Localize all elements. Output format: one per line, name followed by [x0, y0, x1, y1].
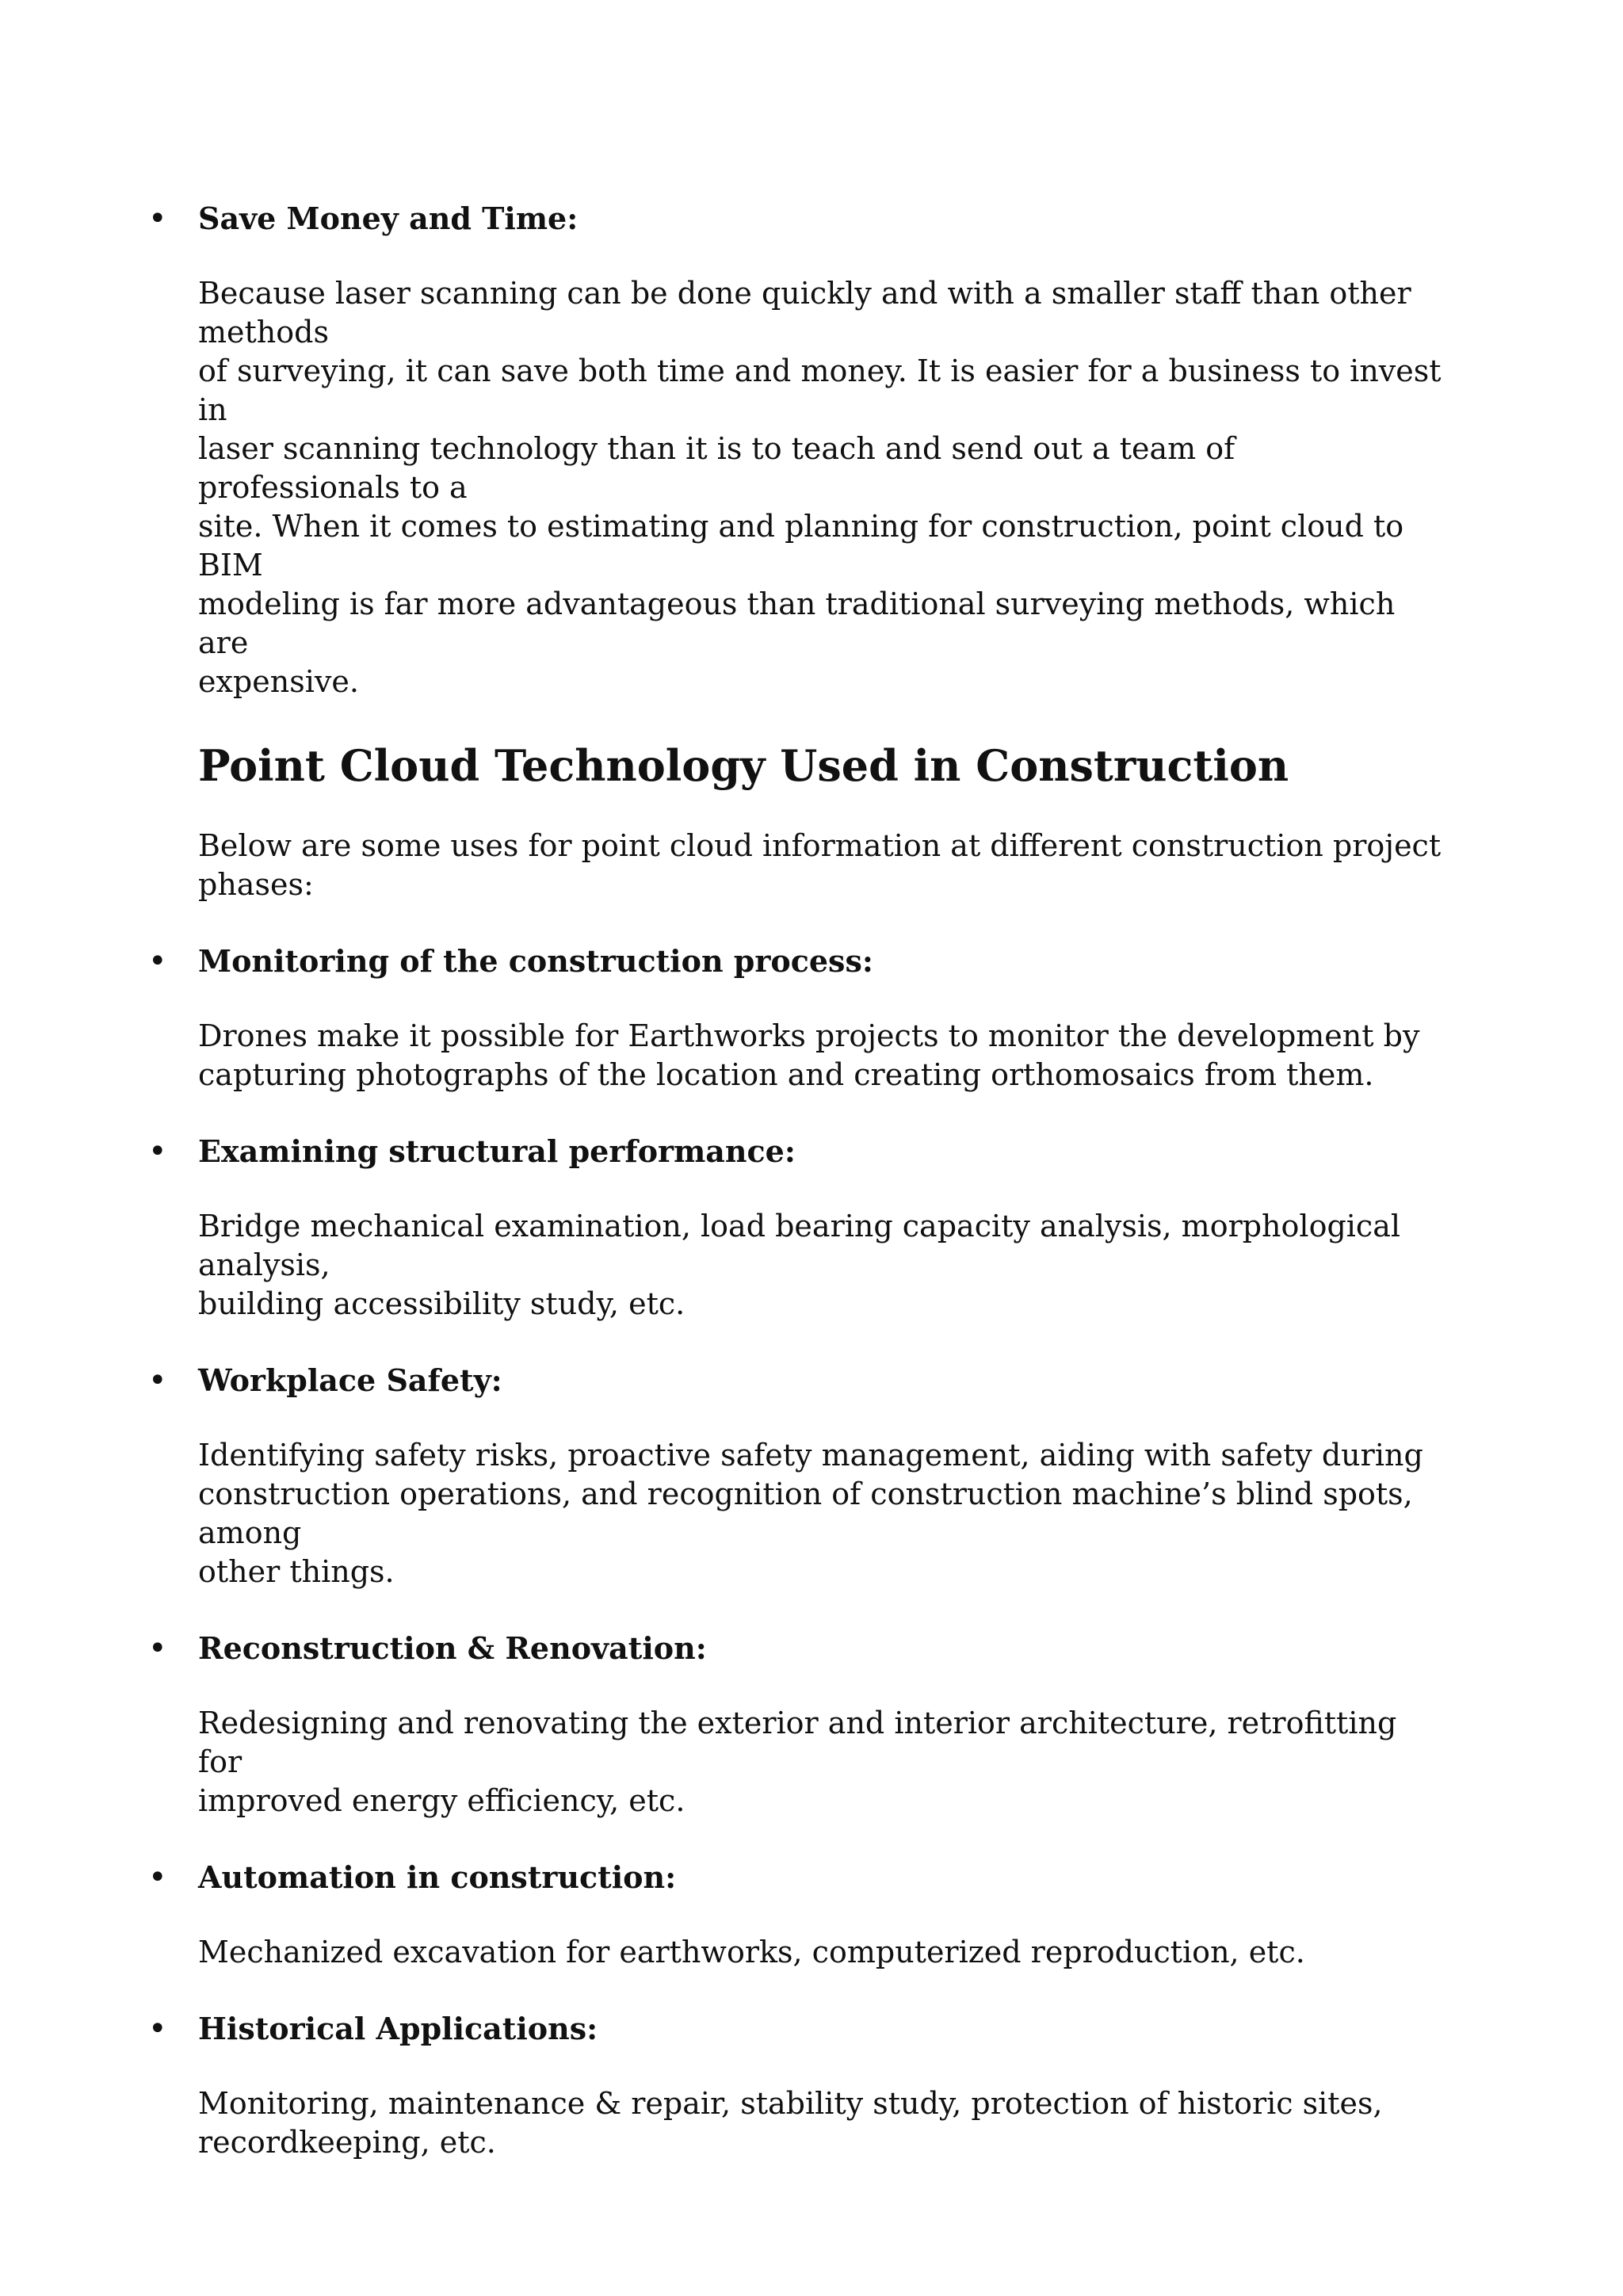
paragraph-renovation — [198, 1704, 1442, 1820]
para-line: other things. — [198, 1554, 395, 1589]
bullet-safety — [148, 1357, 1442, 1404]
para-line: improved energy efficiency, etc. — [198, 1783, 685, 1818]
paragraph-monitoring — [198, 1017, 1442, 1095]
para-line: construction operations, and recognition of construction machine’s blind spots, among — [198, 1477, 1413, 1550]
para-line: building accessibility study, etc. — [198, 1286, 685, 1321]
bullet-structural — [148, 1128, 1442, 1175]
para-line: expensive. — [198, 664, 359, 699]
para-line: Identifying safety risks, proactive safety management, aiding with safety during — [198, 1438, 1423, 1473]
paragraph-automation — [198, 1933, 1442, 1972]
bullet-dot: • — [148, 1630, 167, 1667]
section-heading: Point Cloud Technology Used in Construction — [198, 740, 1289, 791]
bullet-title-historical: Historical Applications: — [198, 2011, 598, 2046]
bullet-monitoring — [148, 938, 1442, 985]
para-line: phases: — [198, 867, 314, 902]
bullet-automation — [148, 1854, 1442, 1901]
para-line: site. When it comes to estimating and planning for construction, point cloud to BIM — [198, 509, 1404, 583]
bullet-title-monitoring: Monitoring of the construction process: — [198, 943, 873, 979]
paragraph-save-money — [198, 274, 1442, 701]
para-line: Because laser scanning can be done quickly and with a smaller staff than other methods — [198, 276, 1411, 350]
para-line: Mechanized excavation for earthworks, computerized reproduction, etc. — [198, 1935, 1305, 1969]
bullet-dot: • — [148, 1859, 167, 1896]
para-line: Below are some uses for point cloud information at different construction project — [198, 828, 1442, 863]
bullet-title-save-money: Save Money and Time: — [198, 201, 579, 236]
para-line: Drones make it possible for Earthworks projects to monitor the development by — [198, 1018, 1420, 1053]
para-line: capturing photographs of the location and creating orthomosaics from them. — [198, 1057, 1374, 1092]
para-line: Redesigning and renovating the exterior and interior architecture, retrofitting for — [198, 1706, 1397, 1779]
para-line: modeling is far more advantageous than traditional surveying methods, which are — [198, 586, 1396, 660]
para-line: of surveying, it can save both time and money. It is easier for a business to invest in — [198, 353, 1442, 427]
para-line: recordkeeping, etc. — [198, 2125, 496, 2160]
bullet-dot: • — [148, 1133, 167, 1170]
bullet-dot: • — [148, 201, 167, 237]
bullet-renovation — [148, 1625, 1442, 1672]
para-line: Monitoring, maintenance & repair, stability study, protection of historic sites, — [198, 2086, 1383, 2121]
paragraph-historical — [198, 2084, 1442, 2162]
document-content — [148, 195, 1442, 2162]
bullet-dot: • — [148, 2011, 167, 2047]
paragraph-safety — [198, 1436, 1442, 1591]
bullet-save-money — [148, 195, 1442, 243]
bullet-dot: • — [148, 1362, 167, 1399]
bullet-title-renovation: Reconstruction & Renovation: — [198, 1630, 707, 1666]
bullet-historical — [148, 2005, 1442, 2053]
bullet-title-automation: Automation in construction: — [198, 1859, 677, 1895]
bullet-title-structural: Examining structural performance: — [198, 1133, 796, 1169]
paragraph-structural — [198, 1207, 1442, 1324]
bullet-title-safety: Workplace Safety: — [198, 1362, 502, 1398]
paragraph-intro — [198, 827, 1442, 904]
para-line: laser scanning technology than it is to teach and send out a team of professionals to a — [198, 431, 1235, 505]
bullet-dot: • — [148, 943, 167, 980]
para-line: Bridge mechanical examination, load bearing capacity analysis, morphological analysis, — [198, 1209, 1401, 1282]
